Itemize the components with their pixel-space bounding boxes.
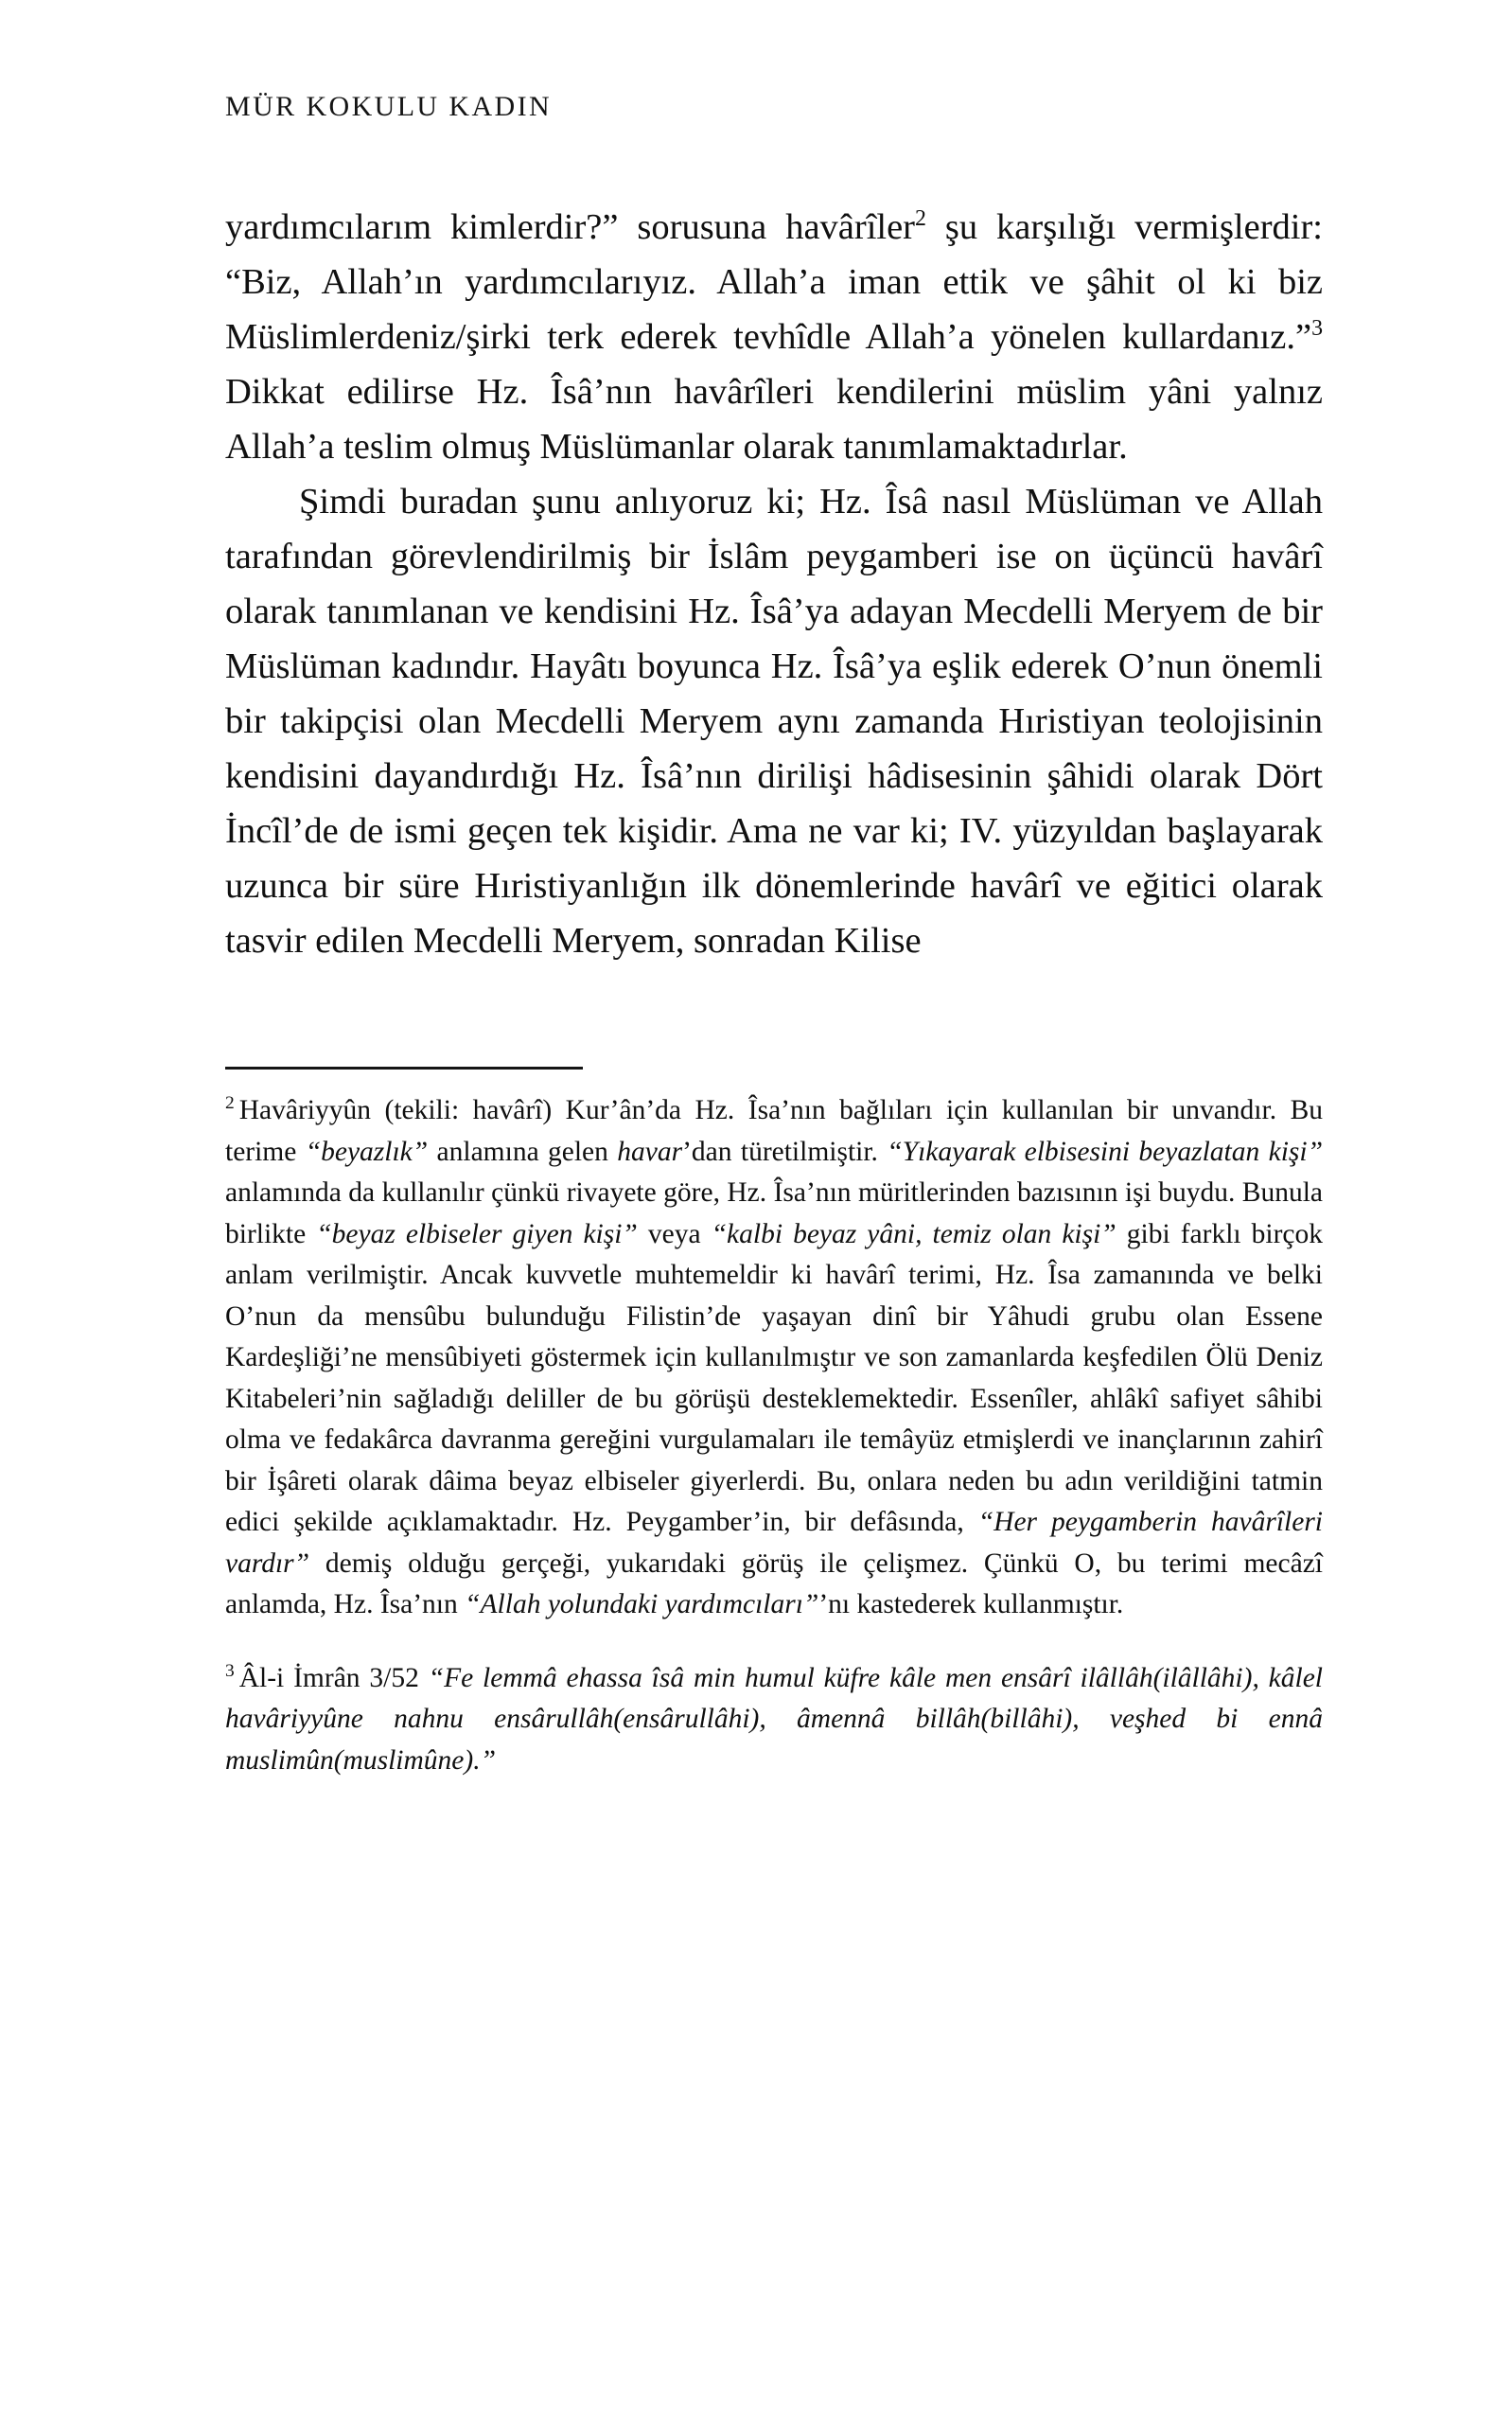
footnote-3-text (225, 1660, 1324, 1776)
text-run-1: “Fe lemmâ ehassa îsâ min humul küfre kâle men ensârî ilâllâh(ilâllâhi), kâlel havâriyyûne nahnu ensârullâh(ensârullâhi), âmennâ billâh(billâhi), veşhed bi ennâ muslimûn(muslimûne).” (225, 1662, 1324, 1776)
footnote-reference-3[interactable]: 3 (1311, 316, 1323, 342)
footnote-2 (225, 1090, 1323, 1626)
text-run-13: “Allah yolundaki yardımcıları” (465, 1589, 819, 1619)
body-text-block (225, 200, 1323, 968)
running-header: MÜR KOKULU KADIN (225, 91, 553, 122)
text-run-4: ’dan türetilmiştir. (682, 1136, 888, 1167)
text-run-11: “Her peygamberin havârîleri vardır” (225, 1507, 1323, 1579)
page-content-column (225, 0, 1323, 1781)
text-run-8: veya (637, 1218, 712, 1249)
text-run-2: anlamına gelen (428, 1136, 618, 1167)
footnote-section (225, 1067, 1323, 1781)
footnote-reference-2[interactable]: 2 (915, 206, 926, 232)
text-run-9: “kalbi beyaz yâni, temiz olan kişi” (711, 1218, 1116, 1249)
text-run-10: gibi farklı birçok anlam verilmiştir. Ancak kuvvetle muhtemeldir ki havârî terimi, Hz. Îsa zamanında ve belki O’nun da mensûbu bulunduğu Filistin’de yaşayan dinî bir Yâhudi grubu olan Essene Kardeşliği’ne mensûbiyeti göstermek için kullanılmıştır ve son zamanlarda keşfedilen Ölü Deniz Kitabeleri’nin sağladığı deliller de bu görüşü desteklemektedir. Essenîler, ahlâkî safiyet sâhibi olma ve fedakârca davranma gereğini vurgulamaları ile temâyüz etmişlerdi ve inançlarının zahirî bir İşâreti olarak dâima beyaz elbiseler giyerlerdi. Bu, onlara neden bu adın verildiğini tatmin edici şekilde açıklamaktadır. Hz. Peygamber’in, bir defâsında, (225, 1218, 1324, 1537)
text-run-6: anlamında da kullanılır çünkü rivayete göre, Hz. Îsa’nın müritlerinden bazısının işi buydu. Bunula birlikte (225, 1177, 1323, 1249)
body-paragraph-1-segment-2: şu karşılığı vermişlerdir: “Biz, Allah’ın yardımcılarıyız. Allah’a iman ettik ve şâhit ol ki biz Müslimlerdeniz/şirki terk ederek tevhîdle Allah’a yönelen kullardanız.” (225, 207, 1323, 357)
text-run-0: Âl-i İmrân 3/52 (238, 1662, 429, 1693)
footnote-3-number: 3 (225, 1660, 235, 1681)
text-run-0: Havâriyyûn (tekili: havârî) Kur’ân’da Hz. Îsa’nın bağlıları için kullanılan bir unvandır. Bu terime (225, 1095, 1323, 1167)
footnote-separator-rule (225, 1067, 583, 1070)
body-paragraph-1-segment-3: Dikkat edilirse Hz. Îsâ’nın havârîleri kendilerini müslim yâni yalnız Allah’a teslim olmuş Müslümanlar olarak tanımlamaktadırlar. (225, 372, 1323, 467)
body-paragraph-2: Şimdi buradan şunu anlıyoruz ki; Hz. Îsâ nasıl Müslüman ve Allah tarafından görevlendirilmiş bir İslâm peygamberi ise on üçüncü havârî olarak tanımlanan ve kendisini Hz. Îsâ’ya adayan Mecdelli Meryem de bir Müslüman kadındır. Hayâtı boyunca Hz. Îsâ’ya eşlik ederek O’nun önemli bir takipçisi olan Mecdelli Meryem aynı zamanda Hıristiyan teolojisinin kendisini dayandırdığı Hz. Îsâ’nın dirilişi hâdisesinin şâhidi olarak Dört İncîl’de de ismi geçen tek kişidir. Ama ne var ki; IV. yüzyıldan başlayarak uzunca bir süre Hıristiyanlığın ilk dönemlerinde havârî ve eğitici olarak tasvir edilen Mecdelli Meryem, sonradan Kilise (225, 482, 1323, 961)
footnote-2-text (225, 1095, 1323, 1619)
text-run-12: demiş olduğu gerçeği, yukarıdaki görüş ile çelişmez. Çünkü O, bu terimi mecâzî anlamda, Hz. Îsa’nın (225, 1548, 1323, 1619)
body-paragraph-1-segment-1: yardımcılarım kimlerdir?” sorusuna havârîler (225, 207, 915, 247)
text-run-5: “Yıkayarak elbisesini beyazlatan kişi” (887, 1136, 1323, 1167)
text-run-1: “beyazlık” (305, 1136, 429, 1167)
footnote-3 (225, 1658, 1323, 1782)
text-run-3: havar (617, 1136, 683, 1167)
text-run-7: “beyaz elbiseler giyen kişi” (316, 1218, 638, 1249)
footnote-2-number: 2 (225, 1093, 235, 1114)
body-paragraph-1 (225, 200, 1323, 474)
text-run-14: ’nı kastederek kullanmıştır. (818, 1589, 1124, 1619)
